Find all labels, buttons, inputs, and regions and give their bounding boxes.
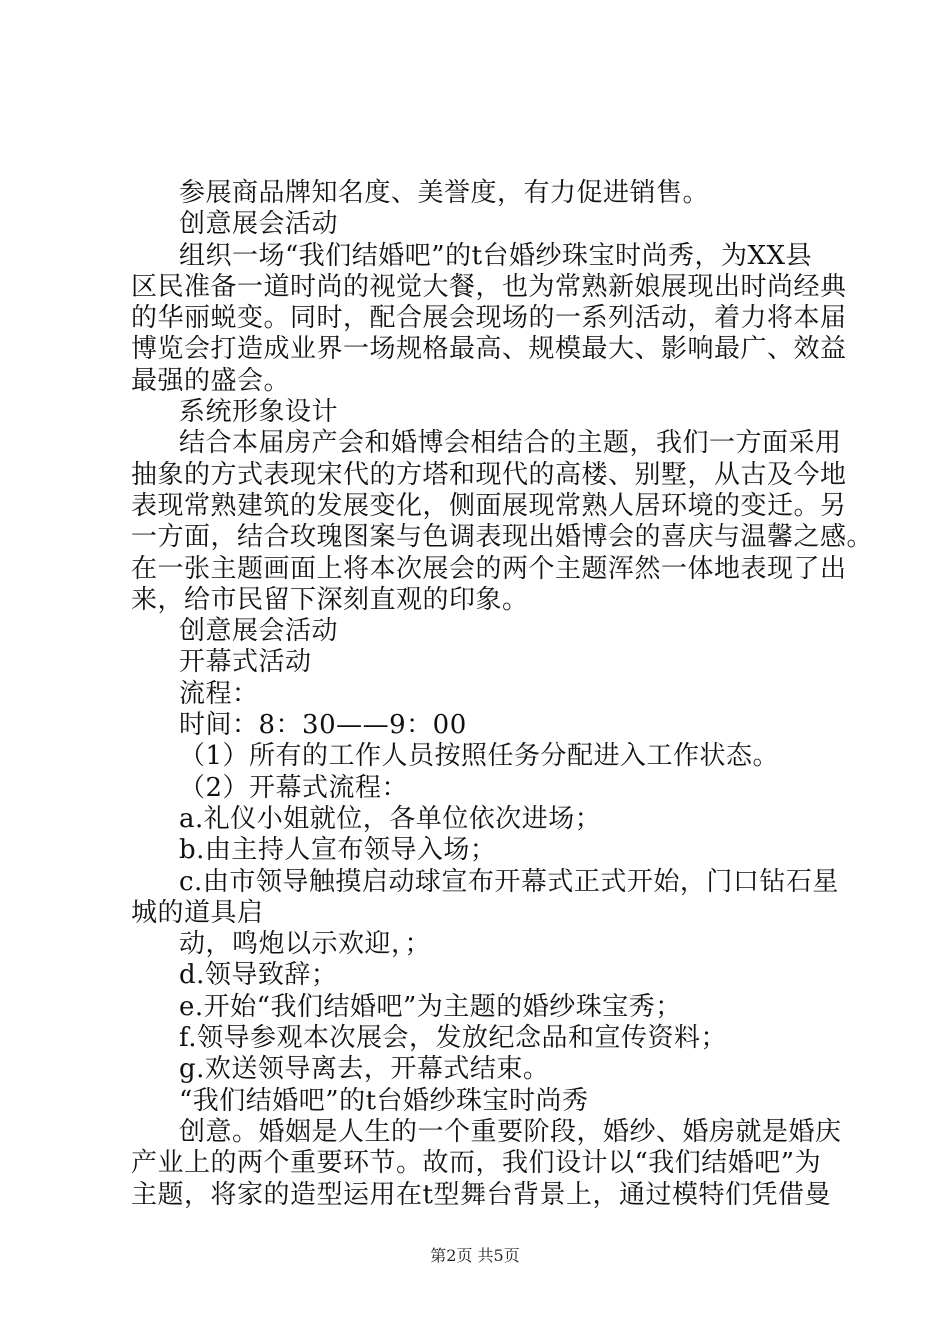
- page-footer: [0, 1243, 950, 1266]
- text-line: 表现常熟建筑的发展变化，侧面展现常熟人居环境的变迁。另: [131, 490, 847, 521]
- text-line: 最强的盛会。: [131, 365, 291, 396]
- text-line: 系统形象设计: [179, 397, 339, 428]
- text-line: c.由市领导触摸启动球宣布开幕式正式开始，门口钻石星: [179, 866, 839, 897]
- text-line: 一方面，结合玫瑰图案与色调表现出婚博会的喜庆与温馨之感。: [131, 522, 874, 553]
- text-line: 主题，将家的造型运用在t型舞台背景上，通过模特们凭借曼: [131, 1179, 831, 1210]
- text-line: f.领导参观本次展会，发放纪念品和宣传资料；: [179, 1023, 727, 1054]
- text-line: 流程：: [179, 678, 259, 709]
- text-line: 时间：8：30——9：00: [179, 710, 467, 741]
- text-line: 来，给市民留下深刻直观的印象。: [131, 584, 529, 615]
- text-line: 的华丽蜕变。同时，配合展会现场的一系列活动，着力将本届: [131, 303, 847, 334]
- text-line: g.欢送领导离去，开幕式结束。: [179, 1054, 550, 1085]
- text-line: 在一张主题画面上将本次展会的两个主题浑然一体地表现了出: [131, 553, 847, 584]
- text-line: 抽象的方式表现宋代的方塔和现代的高楼、别墅，从古及今地: [131, 459, 847, 490]
- text-line: 城的道具启: [131, 897, 264, 928]
- text-line: 博览会打造成业界一场规格最高、规模最大、影响最广、效益: [131, 334, 847, 365]
- text-line: “我们结婚吧”的t台婚纱珠宝时尚秀: [179, 1085, 589, 1116]
- text-line: 创意。婚姻是人生的一个重要阶段，婚纱、婚房就是婚庆: [179, 1116, 842, 1147]
- text-line: 动，鸣炮以示欢迎，；: [179, 929, 432, 960]
- text-line: d.领导致辞；: [179, 960, 338, 991]
- text-line: 区民准备一道时尚的视觉大餐，也为常熟新娘展现出时尚经典: [131, 271, 847, 302]
- text-line: （1）所有的工作人员按照任务分配进入工作状态。: [179, 741, 780, 772]
- text-line: 组织一场“我们结婚吧”的t台婚纱珠宝时尚秀，为XX县: [179, 240, 813, 271]
- text-line: 开幕式活动: [179, 647, 312, 678]
- text-line: 创意展会活动: [179, 616, 339, 647]
- text-line: 结合本届房产会和婚博会相结合的主题，我们一方面采用: [179, 428, 842, 459]
- text-line: 参展商品牌知名度、美誉度，有力促进销售。: [179, 178, 710, 208]
- text-line: b.由主持人宣布领导入场；: [179, 835, 497, 866]
- text-line: a.礼仪小姐就位，各单位依次进场；: [179, 803, 602, 834]
- text-line: 产业上的两个重要环节。故而，我们设计以“我们结婚吧”为: [131, 1148, 822, 1179]
- text-line: （2）开幕式流程：: [179, 772, 409, 803]
- page-number: 第2页 共5页: [430, 1246, 520, 1265]
- text-line: 创意展会活动: [179, 209, 339, 240]
- text-line: e.开始“我们结婚吧”为主题的婚纱珠宝秀；: [179, 991, 682, 1022]
- document-body: [131, 178, 874, 1211]
